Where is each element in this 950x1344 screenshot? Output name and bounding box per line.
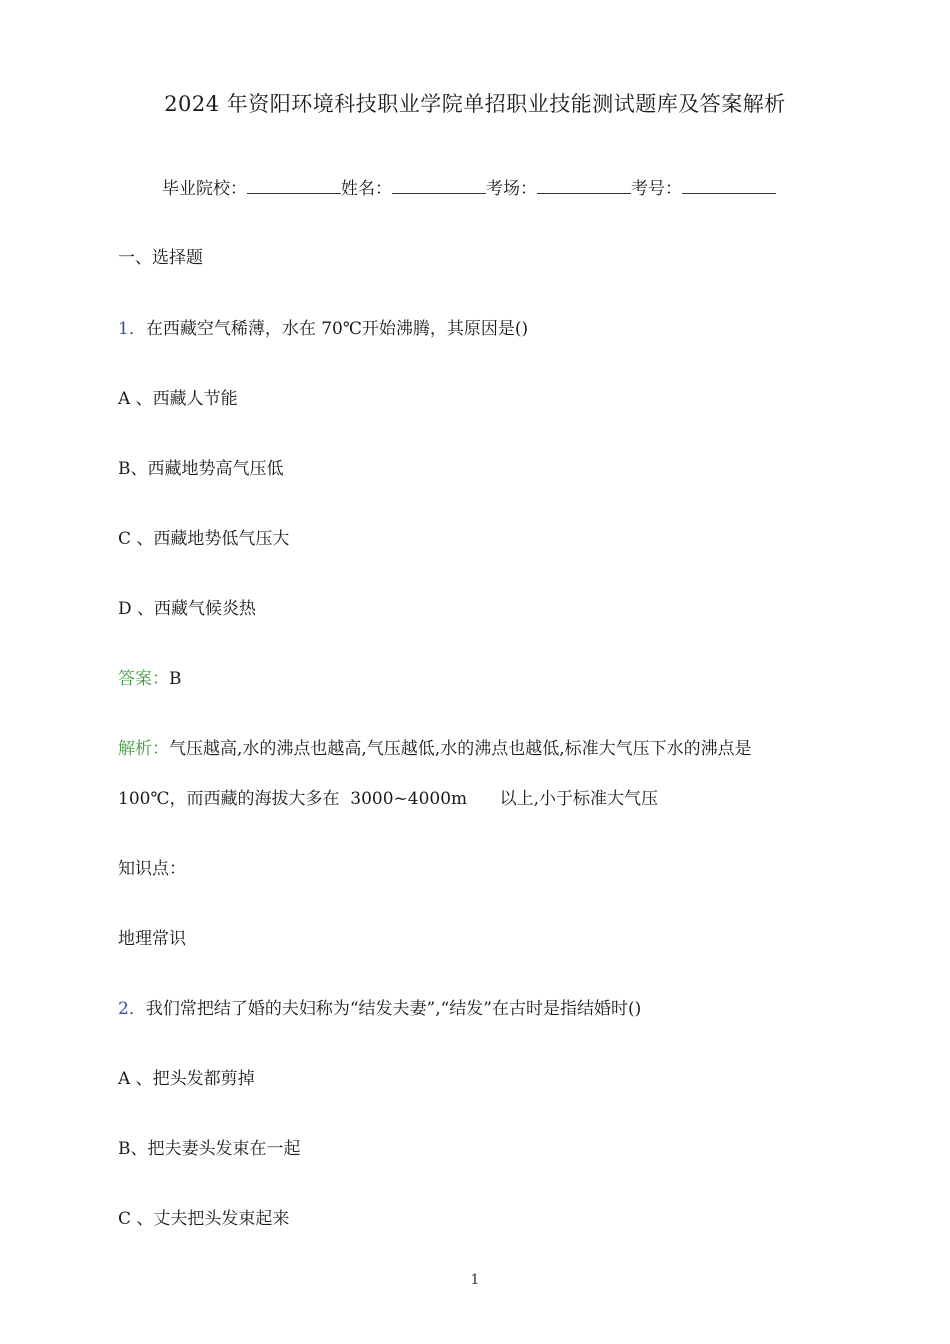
answer-value: B	[169, 669, 182, 689]
answer-label: 答案：	[118, 669, 169, 689]
question-stem: 在西藏空气稀薄，水在 70℃开始沸腾，其原因是()	[145, 319, 529, 339]
student-info-line	[162, 177, 776, 201]
name-label: 姓名：	[341, 179, 392, 199]
section-heading: 一、选择题	[118, 248, 203, 268]
number-blank	[682, 177, 776, 194]
option-b: B、西藏地势高气压低	[118, 459, 284, 479]
school-label: 毕业院校：	[162, 179, 247, 199]
document-title: 2024 年资阳环境科技职业学院单招职业技能测试题库及答案解析	[164, 92, 786, 116]
analysis-line-1	[118, 737, 752, 761]
analysis-line-2: 100℃，而西藏的海拔大多在 3000~4000m 以上,小于标准大气压	[118, 789, 658, 809]
option-a: A 、西藏人节能	[118, 389, 238, 409]
option-b: B、把夫妻头发束在一起	[118, 1139, 301, 1159]
knowledge-label: 知识点：	[118, 859, 186, 879]
answer-line	[118, 667, 182, 691]
option-c: C 、丈夫把头发束起来	[118, 1209, 290, 1229]
question-1	[118, 317, 528, 341]
question-number: 1．	[118, 319, 146, 339]
page-number: 1	[470, 1272, 480, 1288]
name-blank	[392, 177, 486, 194]
room-blank	[537, 177, 631, 194]
analysis-text-1: 气压越高,水的沸点也越高,气压越低,水的沸点也越低,标准大气压下水的沸点是	[169, 739, 752, 759]
option-d: D 、西藏气候炎热	[118, 599, 257, 619]
analysis-label: 解析：	[118, 739, 169, 759]
option-a: A 、把头发都剪掉	[118, 1069, 255, 1089]
question-stem: 我们常把结了婚的夫妇称为“结发夫妻”,“结发”在古时是指结婚时()	[145, 999, 642, 1019]
question-number: 2．	[118, 999, 146, 1019]
question-2	[118, 997, 641, 1021]
number-label: 考号：	[631, 179, 682, 199]
option-c: C 、西藏地势低气压大	[118, 529, 290, 549]
room-label: 考场：	[486, 179, 537, 199]
knowledge-value: 地理常识	[118, 929, 186, 949]
school-blank	[247, 177, 341, 194]
